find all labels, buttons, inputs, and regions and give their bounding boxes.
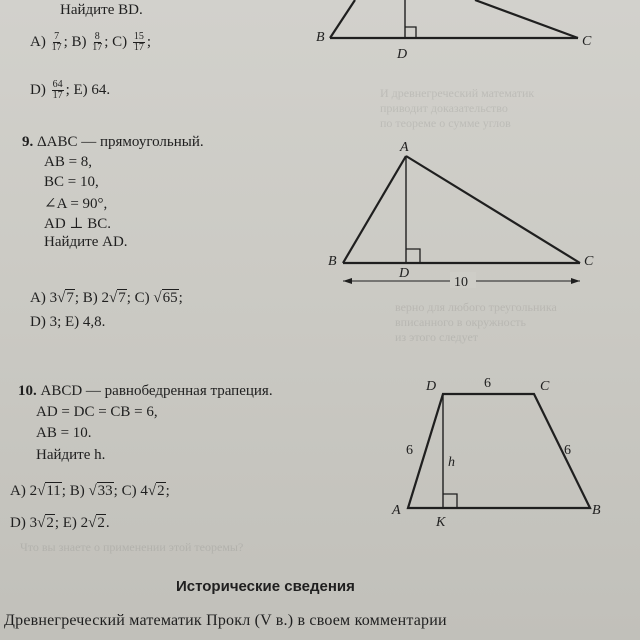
problem-10-title — [18, 383, 273, 400]
problem-10-title-text: ABCD — равнобедренная трапеция. — [40, 383, 273, 399]
fig8-right-angle — [405, 27, 416, 38]
fig9-label-a: A — [400, 140, 409, 155]
problem-10-find: Найдите h. — [36, 447, 106, 463]
problem-9-title — [22, 134, 204, 151]
fig10-label-a: A — [392, 503, 401, 518]
option-b-label: B) — [71, 33, 87, 50]
p10-option-b: B) √33 — [69, 483, 113, 499]
fig8-label-b: B — [316, 30, 325, 45]
option-d-label: D) — [30, 81, 46, 98]
option-a-label: A) — [30, 33, 46, 50]
fig8-label-c: C — [582, 34, 592, 49]
option-c-fraction: $\frac{15}{17}$ — [133, 31, 144, 53]
option-a-fraction: $\frac{7}{17}$ — [51, 31, 62, 53]
option-c-label: C) — [112, 33, 128, 50]
fig10-label-k: K — [436, 515, 446, 530]
p10-option-e: E) 2√2 — [62, 515, 105, 531]
fig8-side-ac — [475, 0, 578, 38]
history-heading: Исторические сведения — [176, 578, 355, 595]
problem-10-given-1: AD = DC = CB = 6, — [36, 404, 158, 420]
problem-9-given-2: BC = 10, — [44, 174, 99, 190]
problem-8-figure — [300, 0, 620, 70]
fig10-trapezoid — [408, 394, 590, 508]
p10-option-a: A) 2√11 — [10, 483, 61, 499]
option-d-fraction: $\frac{64}{17}$ — [52, 79, 63, 101]
problem-9-options-row1: A) 3√7; B) 2√7; C) √65; — [30, 290, 183, 306]
p10-option-d: D) 3√2 — [10, 515, 54, 531]
fig8-side-ba — [330, 0, 355, 38]
fig10-label-left: 6 — [406, 443, 413, 458]
fig10-label-h: h — [448, 455, 455, 470]
option-e-label: E) 64. — [73, 81, 111, 98]
problem-10-options-row2: D) 3√2; E) 2√2. — [10, 515, 110, 531]
p10-option-c: C) 4√2 — [121, 483, 165, 499]
fig9-dim-label: 10 — [454, 275, 468, 290]
fig10-right-angle — [443, 494, 457, 508]
fig10-label-c: C — [540, 379, 550, 394]
fig10-label-right: 6 — [564, 443, 571, 458]
fig9-dim-arrow-right — [571, 278, 580, 284]
p9-option-c: C) √65 — [134, 290, 178, 306]
p9-option-b: B) 2√7 — [82, 290, 126, 306]
fig10-label-b: B — [592, 503, 601, 518]
problem-10-options-row1: A) 2√11; B) √33; C) 4√2; — [10, 483, 170, 499]
fig9-right-angle — [406, 249, 420, 263]
fig9-dim-arrow-left — [343, 278, 352, 284]
fig9-label-b: B — [328, 254, 337, 269]
problem-9-number: 9. — [22, 134, 34, 150]
problem-8-options-row1: A) $\frac{7}{17}$ ; B) $\frac{8}{17}$ ; C) $\frac{15}{17}$ ; — [30, 31, 152, 53]
problem-10-figure — [370, 370, 620, 530]
p9-option-a: A) 3√7 — [30, 290, 74, 306]
problem-9-options-row2: D) 3; E) 4,8. — [30, 314, 106, 330]
problem-10-given-2: AB = 10. — [36, 425, 92, 441]
fig9-side-ab — [343, 156, 406, 263]
option-b-fraction: $\frac{8}{17}$ — [92, 31, 103, 53]
fig9-label-c: C — [584, 254, 594, 269]
problem-8-options-row2: D) $\frac{64}{17}$ ; E) 64. — [30, 79, 111, 101]
problem-9-given-1: AB = 8, — [44, 154, 93, 170]
fig10-label-top: 6 — [484, 376, 491, 391]
problem-9-given-3: ∠A = 90°, — [44, 196, 108, 212]
history-first-line: Древнегреческий математик Прокл (V в.) в своем комментарии — [4, 612, 447, 629]
fig10-label-d: D — [426, 379, 437, 394]
problem-10-number: 10. — [18, 383, 37, 399]
fig8-label-d: D — [397, 47, 408, 62]
fig9-side-ac — [406, 156, 580, 263]
problem-9-figure — [320, 136, 630, 296]
problem-9-given-4: AD ⊥ BC. — [44, 216, 112, 232]
problem-8-find: Найдите BD. — [60, 2, 143, 18]
problem-9-title-text: ΔABC — прямоугольный. — [37, 134, 204, 150]
fig9-label-d: D — [399, 266, 410, 281]
problem-9-find: Найдите AD. — [44, 234, 128, 250]
